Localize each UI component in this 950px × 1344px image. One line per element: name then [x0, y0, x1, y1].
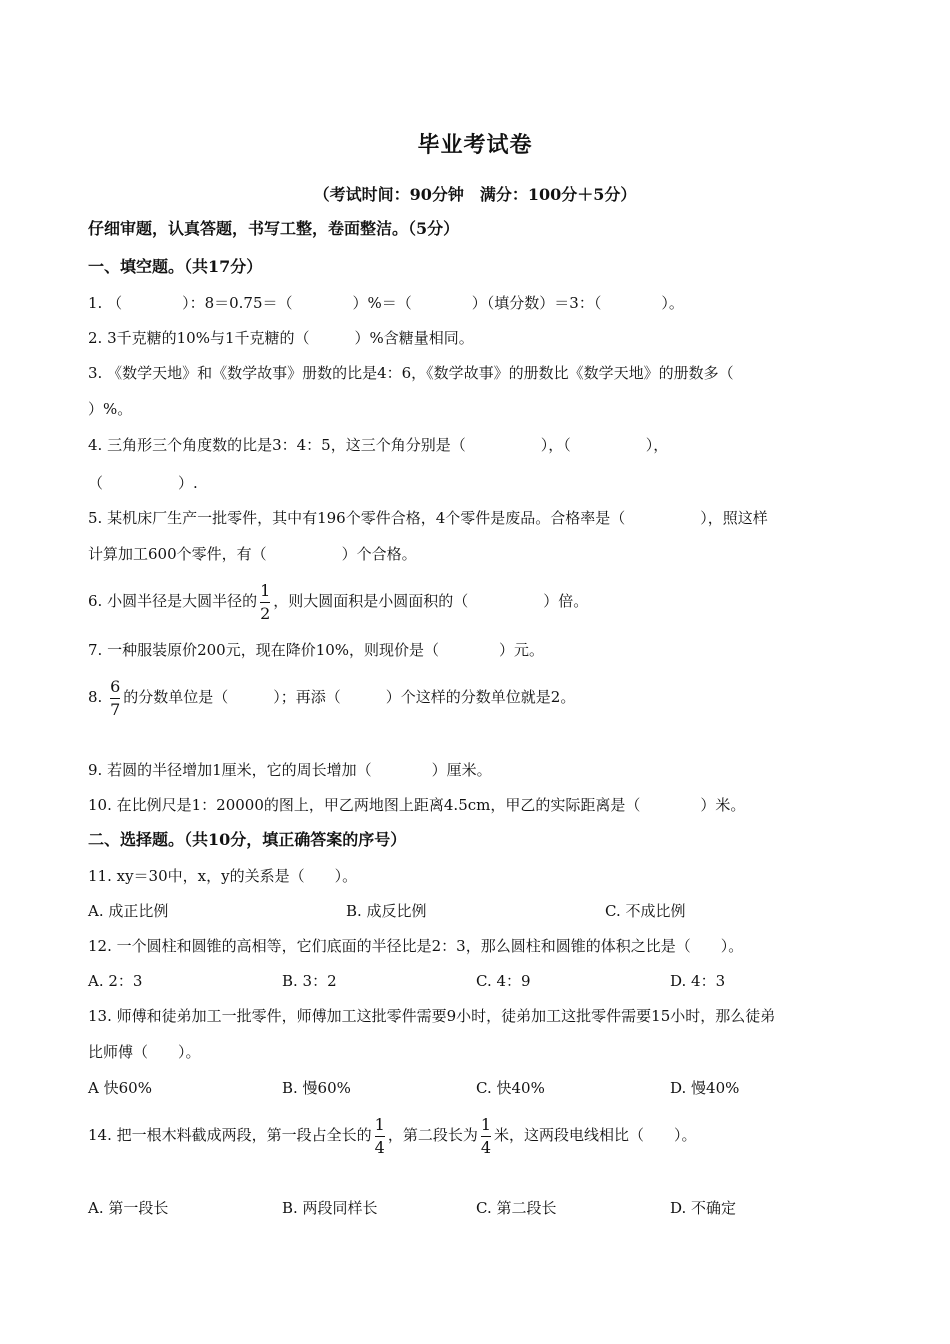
q13-option-a: A 快60%: [88, 1079, 152, 1097]
fraction-numerator: 1: [480, 1114, 492, 1134]
q11-option-c: C. 不成比例: [605, 902, 686, 920]
section2-heading: 二、选择题。（共10分，填正确答案的序号）: [88, 830, 407, 849]
question-3-line1: 3. 《数学天地》和《数学故事》册数的比是4：6，《数学故事》的册数比《数学天地》的册数多（: [88, 364, 734, 382]
q12-option-d: D. 4：3: [670, 972, 726, 990]
q11-option-b: B. 成反比例: [346, 902, 427, 920]
q13-option-b: B. 慢60%: [282, 1079, 351, 1097]
q12-option-a: A. 2：3: [88, 972, 143, 990]
fraction-bar: [375, 1136, 385, 1137]
q13-option-d: D. 慢40%: [670, 1079, 740, 1097]
section1-heading: 一、填空题。（共17分）: [88, 257, 263, 276]
q12-option-c: C. 4：9: [476, 972, 531, 990]
question-8-rest: 的分数单位是（ ）；再添（ ）个这样的分数单位就是2。: [123, 688, 576, 706]
fraction-denominator: 2: [260, 603, 271, 623]
question-8: [88, 675, 575, 720]
fraction-one-quarter-a: [375, 1115, 385, 1158]
exam-title: 毕业考试卷: [417, 132, 533, 158]
q14-option-d: D. 不确定: [670, 1199, 737, 1217]
fraction-six-sevenths: [110, 677, 120, 720]
question-12: 12. 一个圆柱和圆锥的高相等，它们底面的半径比是2：3，那么圆柱和圆锥的体积之比是（ ）。: [88, 937, 744, 955]
q14-option-b: B. 两段同样长: [282, 1199, 378, 1217]
fraction-one-half: [260, 581, 270, 624]
fraction-bar: [110, 698, 120, 699]
question-13-line2: 比师傅（ ）。: [88, 1043, 201, 1061]
question-2: 2. 3千克糖的10%与1千克糖的（ ）%含糖量相同。: [88, 329, 474, 347]
instruction: 仔细审题，认真答题，书写工整，卷面整洁。（5分）: [88, 219, 460, 238]
question-3-line2: ）%。: [88, 400, 133, 418]
question-5-line1: 5. 某机床厂生产一批零件，其中有196个零件合格，4个零件是废品。合格率是（ ），照这样: [88, 509, 768, 527]
question-8-number: 8.: [88, 688, 108, 706]
question-6-text: 6. 小圆半径是大圆半径的: [88, 592, 258, 610]
question-10: 10. 在比例尺是1：20000的图上，甲乙两地图上距离4.5cm，甲乙的实际距离是（ ）米。: [88, 796, 746, 814]
q13-option-c: C. 快40%: [476, 1079, 545, 1097]
question-6-rest: ，则大圆面积是小圆面积的（ ）倍。: [273, 592, 589, 610]
exam-subtitle: （考试时间：90分钟 满分：100分＋5分）: [313, 185, 637, 204]
question-4-line1: 4. 三角形三个角度数的比是3：4：5，这三个角分别是（ ），（ ），: [88, 436, 669, 454]
q14-option-c: C. 第二段长: [476, 1199, 557, 1217]
fraction-numerator: 6: [110, 676, 121, 696]
fraction-bar: [260, 602, 270, 603]
fraction-denominator: 4: [480, 1137, 492, 1157]
fraction-denominator: 7: [110, 699, 121, 719]
question-6: [88, 579, 588, 624]
q12-option-b: B. 3：2: [282, 972, 337, 990]
question-5-line2: 计算加工600个零件，有（ ）个合格。: [88, 545, 417, 563]
q11-option-a: A. 成正比例: [88, 902, 169, 920]
fraction-bar: [481, 1136, 491, 1137]
fraction-numerator: 1: [374, 1114, 385, 1134]
fraction-denominator: 4: [374, 1137, 385, 1157]
question-14-mid: ，第二段长为: [387, 1126, 478, 1144]
question-9: 9. 若圆的半径增加1厘米，它的周长增加（ ）厘米。: [88, 761, 492, 779]
question-14-text: 14. 把一根木料截成两段，第一段占全长的: [88, 1126, 372, 1144]
question-14-rest: 米，这两段电线相比（ ）。: [494, 1126, 697, 1144]
question-13-line1: 13. 师傅和徒弟加工一批零件，师傅加工这批零件需要9小时，徒弟加工这批零件需要15小时，那么徒弟: [88, 1007, 776, 1025]
question-4-line2: （ ）.: [88, 474, 198, 492]
question-11: 11. xy＝30中，x，y的关系是（ ）。: [88, 867, 358, 885]
q14-option-a: A. 第一段长: [88, 1199, 169, 1217]
question-14: [88, 1113, 697, 1158]
question-7: 7. 一种服装原价200元，现在降价10%，则现价是（ ）元。: [88, 641, 545, 659]
question-1: 1. （ ）：8＝0.75＝（ ）%＝（ ）（填分数）＝3：（ ）。: [88, 294, 684, 312]
fraction-numerator: 1: [260, 580, 271, 600]
fraction-one-quarter-b: [481, 1115, 491, 1158]
